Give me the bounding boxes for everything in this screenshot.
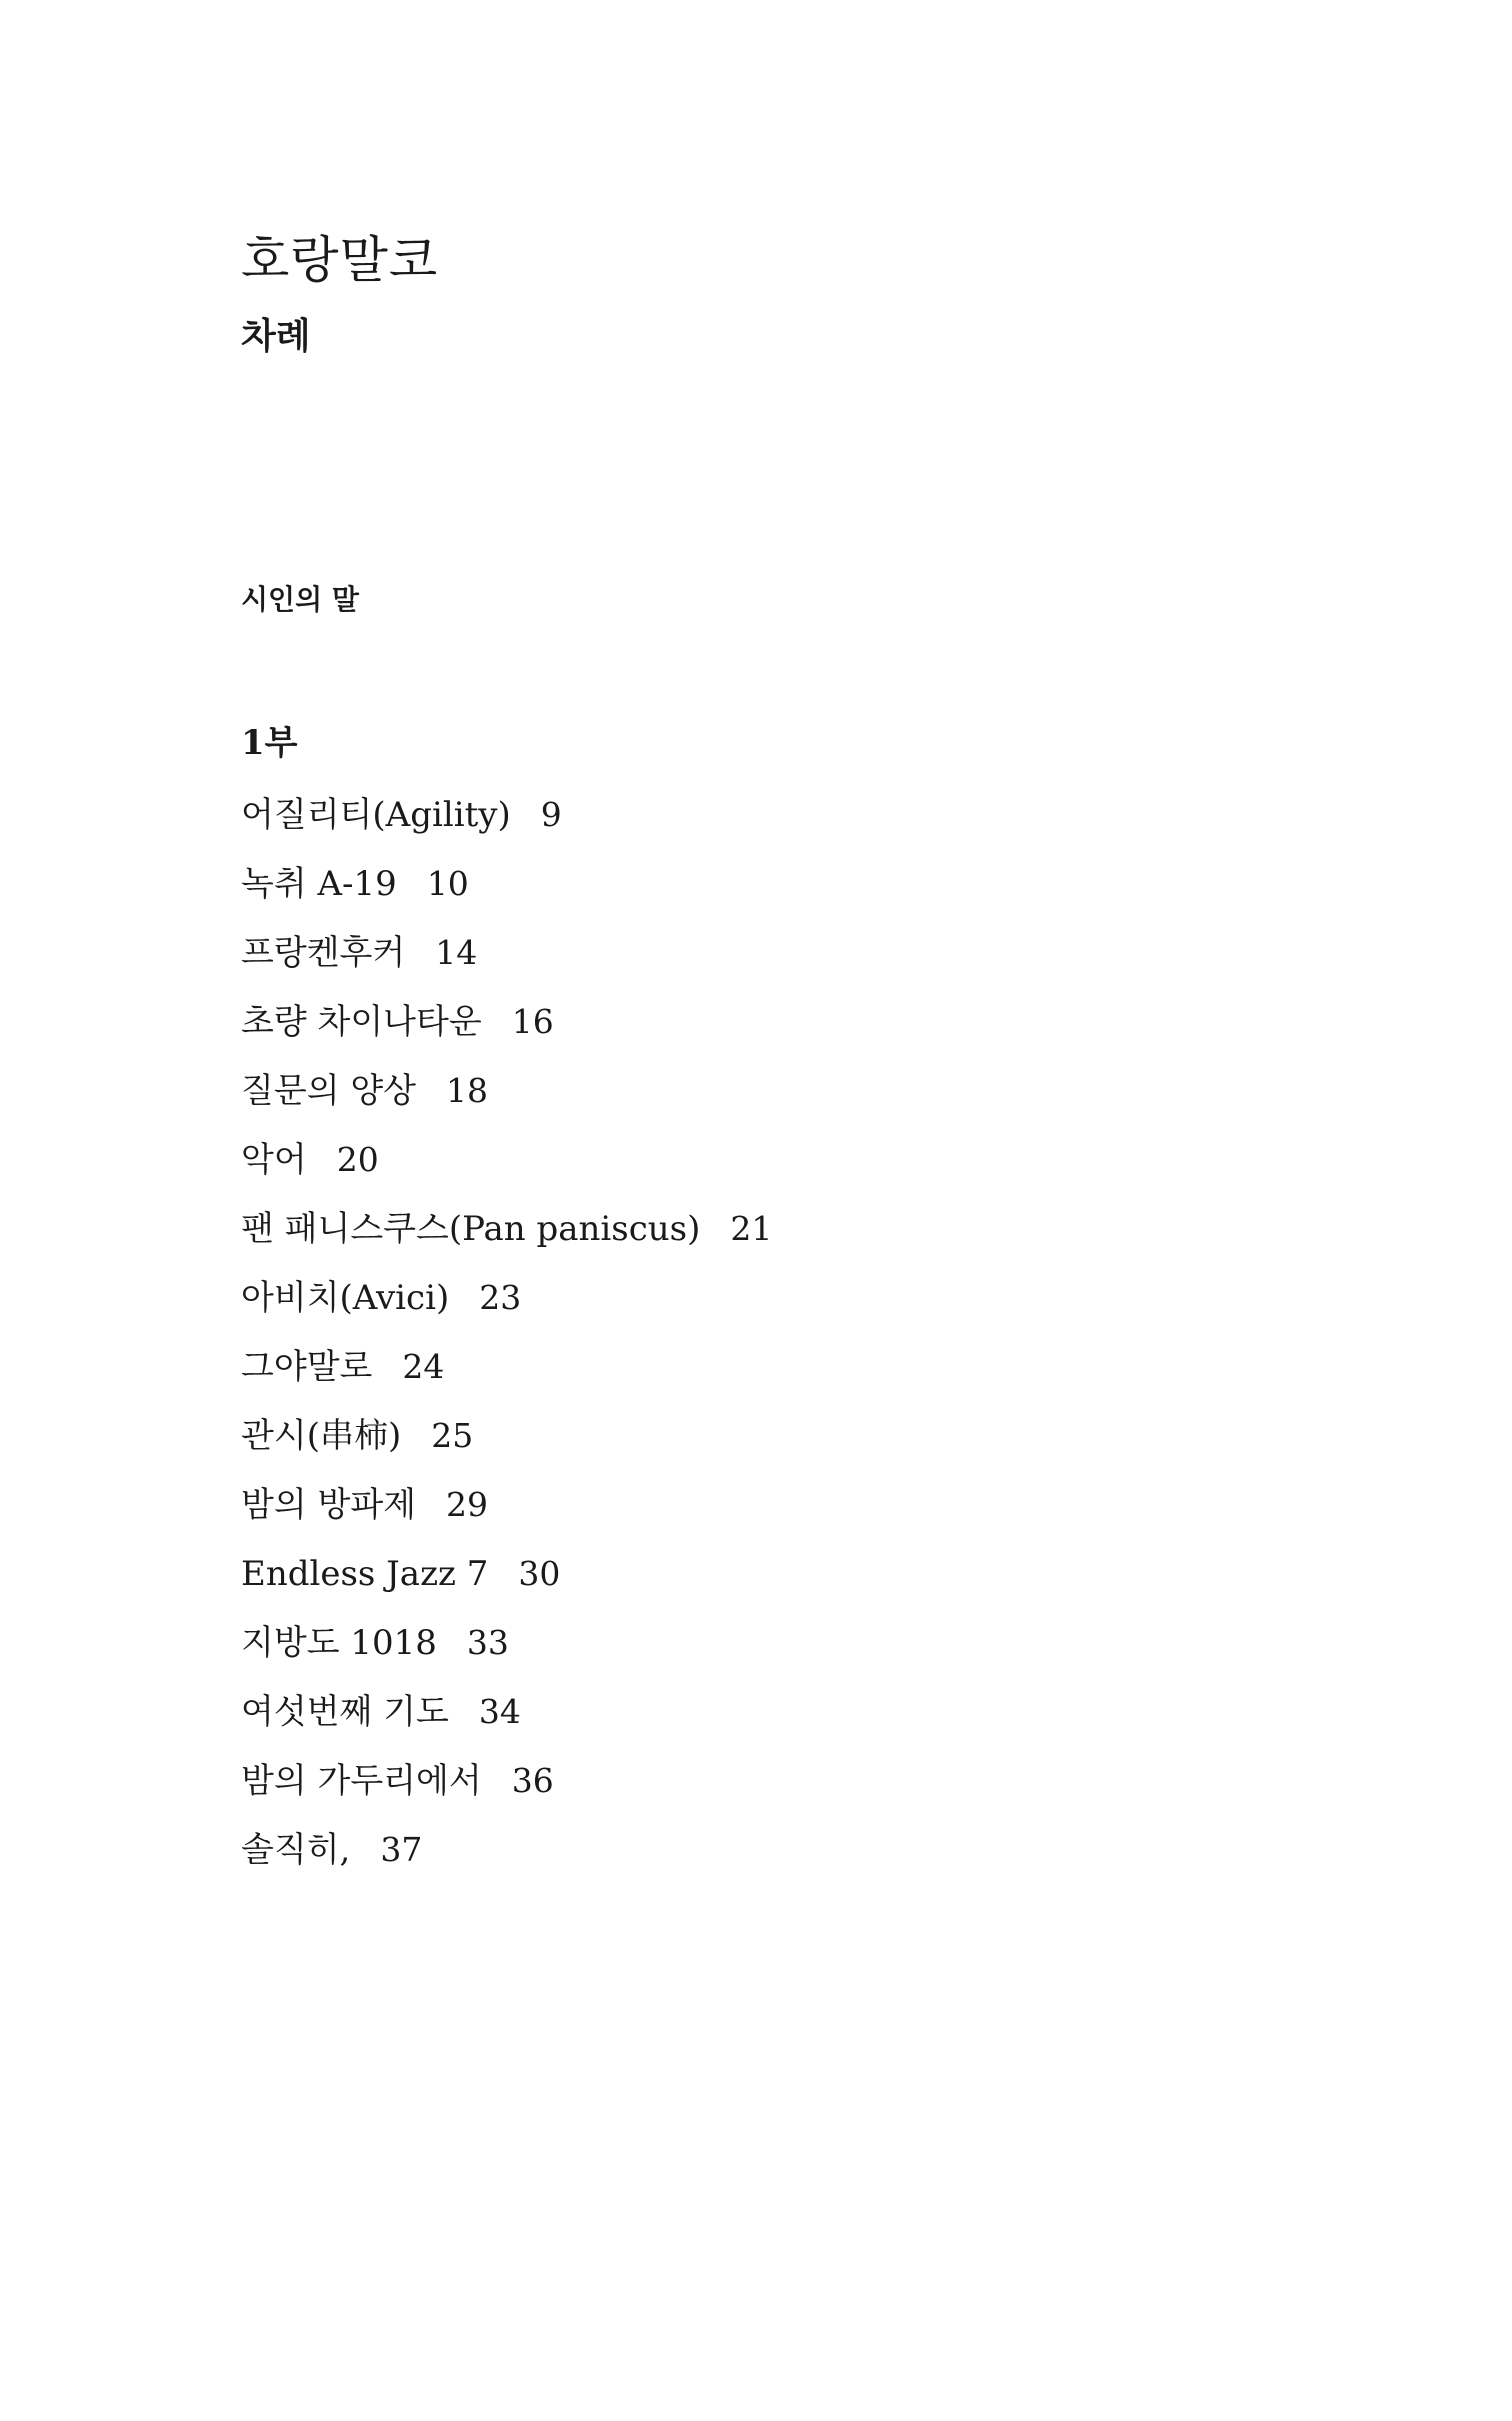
toc-entry-title: 그야말로 bbox=[241, 1347, 373, 1387]
toc-entry bbox=[241, 1825, 772, 1894]
toc-entry-page: 36 bbox=[511, 1761, 554, 1800]
toc-entry-page: 24 bbox=[402, 1347, 445, 1386]
toc-entry-page: 16 bbox=[511, 1002, 554, 1041]
toc-entry bbox=[241, 790, 772, 859]
toc-entry bbox=[241, 1549, 772, 1618]
toc-entry-page: 25 bbox=[431, 1416, 474, 1455]
toc-entry bbox=[241, 928, 772, 997]
toc-entry bbox=[241, 1204, 772, 1273]
toc-entry bbox=[241, 859, 772, 928]
toc-entry-title: 악어 bbox=[241, 1140, 307, 1180]
toc-entry-title: 질문의 양상 bbox=[241, 1071, 417, 1111]
toc-entry-page: 33 bbox=[466, 1623, 509, 1662]
toc-entry-page: 23 bbox=[479, 1278, 522, 1317]
toc-entry bbox=[241, 1342, 772, 1411]
toc-entry bbox=[241, 1135, 772, 1204]
toc-entry-title: 녹취 A-19 bbox=[241, 864, 397, 904]
toc-list bbox=[241, 790, 772, 1894]
toc-entry bbox=[241, 1480, 772, 1549]
toc-entry-page: 34 bbox=[478, 1692, 521, 1731]
toc-entry-title: 관시(串柿) bbox=[241, 1416, 402, 1456]
toc-entry bbox=[241, 1066, 772, 1135]
preface-entry: 시인의 말 bbox=[241, 583, 359, 616]
toc-entry-page: 10 bbox=[426, 864, 469, 903]
toc-entry-title: 어질리티(Agility) bbox=[241, 795, 511, 835]
toc-entry-title: 프랑켄후커 bbox=[241, 933, 406, 973]
toc-entry bbox=[241, 997, 772, 1066]
toc-entry bbox=[241, 1756, 772, 1825]
toc-entry-page: 21 bbox=[730, 1209, 773, 1248]
toc-entry-page: 14 bbox=[435, 933, 478, 972]
part-title: 1부 bbox=[241, 723, 298, 763]
toc-entry-title: 여섯번째 기도 bbox=[241, 1692, 449, 1732]
toc-entry bbox=[241, 1273, 772, 1342]
toc-entry-title: 초량 차이나타운 bbox=[241, 1002, 482, 1042]
book-title: 호랑말코 bbox=[241, 231, 439, 289]
toc-entry-title: 밤의 가두리에서 bbox=[241, 1761, 482, 1801]
toc-entry bbox=[241, 1411, 772, 1480]
toc-entry-page: 18 bbox=[446, 1071, 489, 1110]
toc-heading: 차례 bbox=[241, 315, 311, 357]
toc-entry bbox=[241, 1687, 772, 1756]
toc-entry-title: 팬 패니스쿠스(Pan paniscus) bbox=[241, 1209, 701, 1249]
toc-entry bbox=[241, 1618, 772, 1687]
toc-entry-page: 37 bbox=[380, 1830, 423, 1869]
toc-entry-title: Endless Jazz 7 bbox=[241, 1554, 489, 1594]
toc-entry-page: 30 bbox=[518, 1554, 561, 1593]
toc-entry-page: 20 bbox=[336, 1140, 379, 1179]
toc-entry-page: 29 bbox=[446, 1485, 489, 1524]
toc-entry-title: 지방도 1018 bbox=[241, 1623, 437, 1663]
toc-entry-title: 솔직히, bbox=[241, 1830, 351, 1870]
toc-entry-title: 밤의 방파제 bbox=[241, 1485, 417, 1525]
toc-entry-title: 아비치(Avici) bbox=[241, 1278, 450, 1318]
toc-entry-page: 9 bbox=[540, 795, 562, 834]
